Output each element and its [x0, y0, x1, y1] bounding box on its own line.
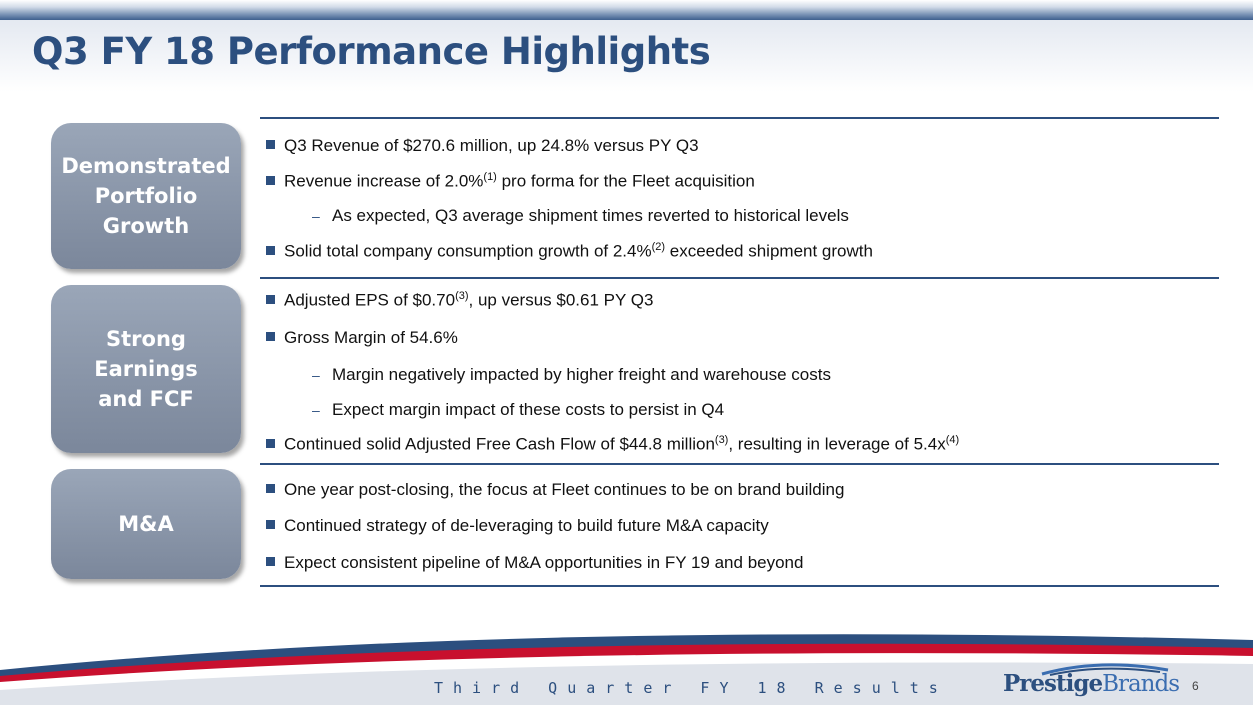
square-bullet-icon — [266, 246, 275, 255]
dash-bullet-icon: – — [312, 208, 320, 224]
square-bullet-icon — [266, 439, 275, 448]
square-bullet-icon — [266, 557, 275, 566]
bullet-line: Gross Margin of 54.6% — [266, 328, 458, 348]
bullet-line: One year post-closing, the focus at Fleet continues to be on brand building — [266, 480, 844, 500]
section-divider — [260, 277, 1219, 279]
sub-bullet-line: – Margin negatively impacted by higher freight and warehouse costs — [312, 365, 831, 384]
bullet-line: Expect consistent pipeline of M&A opportunities in FY 19 and beyond — [266, 553, 803, 573]
square-bullet-icon — [266, 295, 275, 304]
footer-title: Third Quarter FY 18 Results — [434, 679, 948, 697]
section-label: Demonstrated Portfolio Growth — [61, 154, 231, 238]
square-bullet-icon — [266, 484, 275, 493]
footnote-ref: (3) — [455, 290, 469, 302]
sub-bullet-line: – As expected, Q3 average shipment times reverted to historical levels — [312, 206, 849, 225]
section-divider — [260, 463, 1219, 465]
section-label-pill — [51, 285, 241, 453]
section-label-pill — [51, 469, 241, 579]
footnote-ref: (4) — [945, 434, 960, 446]
page-number: 6 — [1192, 679, 1199, 693]
square-bullet-icon — [266, 332, 275, 341]
section-divider — [260, 117, 1219, 119]
section-label: M&A — [118, 512, 174, 536]
square-bullet-icon — [266, 176, 275, 185]
section-label: Strong Earnings and FCF — [94, 327, 198, 411]
bullet-line: Continued solid Adjusted Free Cash Flow of $44.8 million$^{(3)}$, resulting in leverage of $5.4x^{(4)}$ — [266, 434, 959, 455]
bullet-line: Solid total company consumption growth of 2.4%$^{(2)}$ exceeded shipment growth — [266, 241, 873, 262]
section-divider — [260, 585, 1219, 587]
dash-bullet-icon: – — [312, 402, 320, 418]
bullet-line: Adjusted EPS of $0.70$^{(3)}$, up versus $0.61 PY Q3 — [266, 290, 653, 311]
dash-bullet-icon: – — [312, 367, 320, 383]
footnote-ref: (1) — [483, 171, 497, 183]
footnote-ref: (2) — [651, 241, 666, 253]
bullet-line: Q3 Revenue of $270.6 million, up 24.8% versus PY Q3 — [266, 136, 699, 156]
square-bullet-icon — [266, 140, 275, 149]
page-title: Q3 FY 18 Performance Highlights — [32, 30, 711, 73]
bullet-line: Continued strategy of de-leveraging to build future M&A capacity — [266, 516, 769, 536]
section-label-pill — [51, 123, 241, 269]
prestige-brands-logo: PrestigeBrands — [1003, 670, 1180, 697]
square-bullet-icon — [266, 520, 275, 529]
bullet-line: Revenue increase of 2.0%$^{(1)}$ pro forma for the Fleet acquisition — [266, 171, 755, 192]
top-gradient-bar — [0, 0, 1253, 20]
footnote-ref: (3) — [714, 434, 729, 446]
sub-bullet-line: – Expect margin impact of these costs to persist in Q4 — [312, 400, 725, 419]
